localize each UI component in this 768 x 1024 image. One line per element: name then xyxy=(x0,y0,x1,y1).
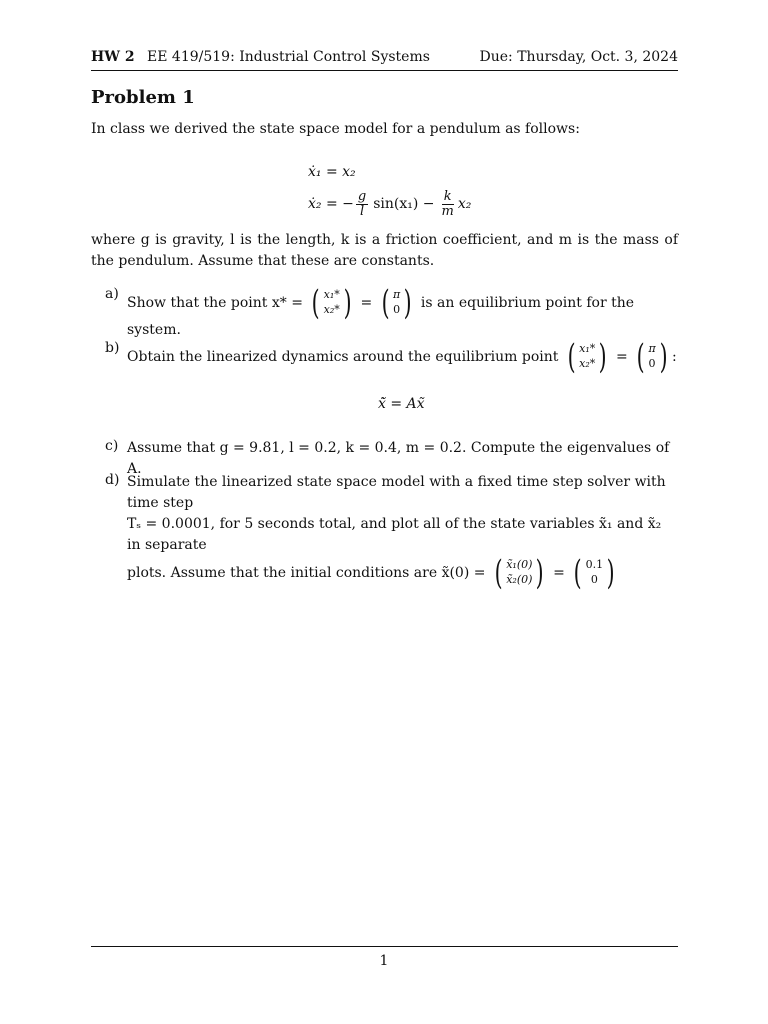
vector-column xyxy=(647,342,656,372)
pi-zero-vector xyxy=(634,337,670,377)
header-divider xyxy=(91,70,678,71)
part-c-label: c) xyxy=(105,438,119,454)
equilibrium-vector xyxy=(309,283,354,323)
vector-column xyxy=(578,342,596,372)
equals-sign: = xyxy=(615,349,628,365)
part-b-post: : xyxy=(671,349,677,365)
footer-divider xyxy=(91,946,678,947)
vector-top: x̃₁(0) xyxy=(506,558,533,572)
equation-1-text: ẋ₁ = x₂ xyxy=(308,164,356,180)
part-d-text xyxy=(127,472,678,593)
part-b-text xyxy=(127,337,678,377)
vector-bottom: x₂* xyxy=(323,303,340,316)
variable-definitions: where g is gravity, l is the length, k is a friction coefficient, and m is the mass of the pendulum. Assume that these are constants. xyxy=(91,232,678,269)
fraction-denominator: l xyxy=(359,203,365,219)
part-d-line-3 xyxy=(127,553,619,593)
page-number: 1 xyxy=(379,953,389,969)
fraction-denominator: m xyxy=(441,203,454,219)
vector-top: π xyxy=(392,288,401,302)
equation-1 xyxy=(308,160,471,184)
right-paren: ) xyxy=(536,553,545,593)
part-a-text xyxy=(127,283,678,341)
right-paren: ) xyxy=(343,283,352,323)
equation-2-middle: sin(x₁) − xyxy=(373,196,435,212)
part-d-line-2: Tₛ = 0.0001, for 5 seconds total, and plot all of the state variables x̃₁ and x̃₂ in separate xyxy=(127,516,662,553)
equilibrium-vector xyxy=(565,337,610,377)
vector-column xyxy=(505,558,533,588)
part-a-post: is an equilibrium point for the system. xyxy=(127,295,635,338)
page-header xyxy=(91,49,678,69)
left-paren: ( xyxy=(567,337,576,377)
problem-title: Problem 1 xyxy=(91,87,195,108)
fraction-k-over-m xyxy=(440,190,456,218)
left-paren: ( xyxy=(636,337,645,377)
part-b xyxy=(105,337,678,377)
vector-top: x₁* xyxy=(323,288,340,302)
equation-2-lhs: ẋ₂ = − xyxy=(308,196,354,212)
part-a-pre: Show that the point x* = xyxy=(127,295,303,311)
vector-bottom: 0 xyxy=(648,357,656,370)
right-paren: ) xyxy=(403,283,412,323)
right-paren: ) xyxy=(606,553,615,593)
problem-intro: In class we derived the state space model for a pendulum as follows: xyxy=(91,121,580,137)
part-d xyxy=(105,472,678,593)
linearized-equation: x̃̇ = Ax̃ xyxy=(378,396,425,412)
vector-top: π xyxy=(648,342,656,356)
equals-sign: = xyxy=(360,295,373,311)
vector-top: 0.1 xyxy=(585,558,604,572)
initial-condition-vector xyxy=(492,553,547,593)
vector-column xyxy=(585,558,605,588)
part-d-line-1: Simulate the linearized state space model with a fixed time step solver with time step xyxy=(127,474,666,511)
course-title: EE 419/519: Industrial Control Systems xyxy=(147,49,430,65)
equation-2 xyxy=(308,184,471,224)
due-date: Due: Thursday, Oct. 3, 2024 xyxy=(479,49,678,65)
vector-bottom: x₂* xyxy=(579,357,596,370)
vector-bottom: x̃₂(0) xyxy=(506,573,533,586)
equals-sign: = xyxy=(553,565,565,581)
pi-zero-vector xyxy=(379,283,415,323)
left-paren: ( xyxy=(381,283,390,323)
state-space-equations xyxy=(308,160,471,224)
part-b-label: b) xyxy=(105,340,120,356)
vector-top: x₁* xyxy=(579,342,596,356)
homework-label: HW 2 xyxy=(91,49,135,65)
header-left xyxy=(91,49,430,65)
vector-bottom: 0 xyxy=(393,303,401,316)
fraction-numerator: k xyxy=(443,188,452,204)
part-b-pre: Obtain the linearized dynamics around the equilibrium point xyxy=(127,349,559,365)
initial-value-vector xyxy=(571,553,617,593)
left-paren: ( xyxy=(494,553,503,593)
fraction-g-over-l xyxy=(356,190,368,218)
part-d-line-3-pre: plots. Assume that the initial conditions are x̃(0) = xyxy=(127,565,486,581)
vector-column xyxy=(323,288,341,318)
equation-2-tail: x₂ xyxy=(457,196,472,212)
right-paren: ) xyxy=(598,337,607,377)
part-a-label: a) xyxy=(105,286,119,302)
right-paren: ) xyxy=(659,337,668,377)
vector-column xyxy=(392,288,401,318)
fraction-numerator: g xyxy=(357,188,367,204)
left-paren: ( xyxy=(312,283,321,323)
part-c-text: Assume that g = 9.81, l = 0.2, k = 0.4, m = 0.2. Compute the eigenvalues of A. xyxy=(127,440,670,477)
part-a xyxy=(105,283,678,341)
vector-bottom: 0 xyxy=(590,573,598,586)
part-d-label: d) xyxy=(105,472,120,488)
left-paren: ( xyxy=(573,553,582,593)
